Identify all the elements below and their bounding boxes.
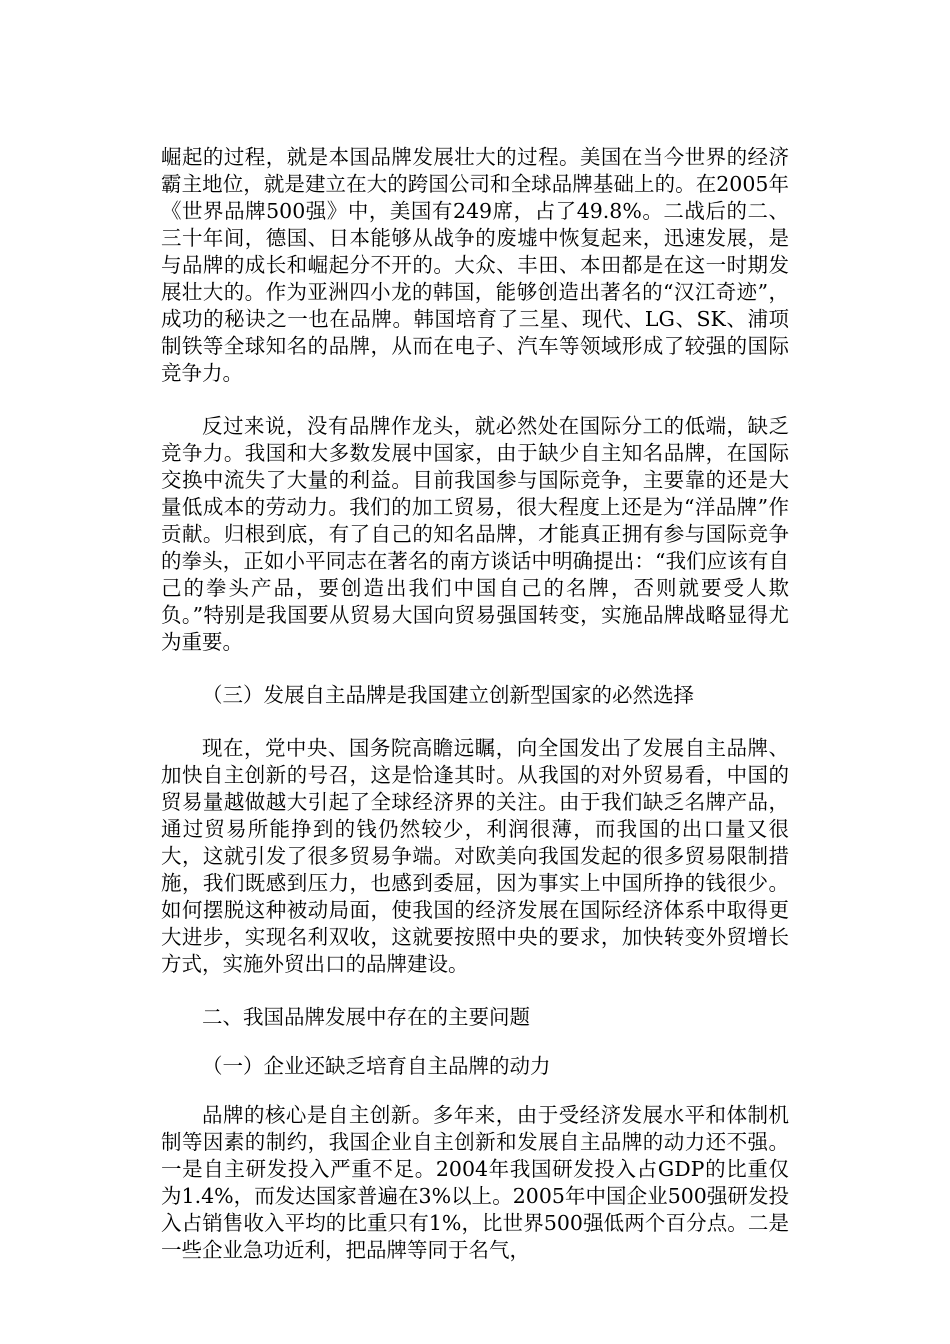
section-heading-1: （一）企业还缺乏培育自主品牌的动力 xyxy=(202,1054,551,1078)
paragraph-innovation-core: 品牌的核心是自主创新。多年来，由于受经济发展水平和体制机制等因素的制约，我国企业自主创新和发展自主品牌的动力还不强。一是自主研发投入严重不足。2004年我国研发投入占GDP的比重仅为1.4%，而发达国家普遍在3%以上。2005年中国企业500强研发投入占销售收入平均的比重只有1%，比世界500强低两个百分点。二是一些企业急功近利，把品牌等同于名气， xyxy=(161,1103,789,1262)
document-page xyxy=(161,144,789,1264)
paragraph-brand-rise: 崛起的过程，就是本国品牌发展壮大的过程。美国在当今世界的经济霸主地位，就是建立在大的跨国公司和全球品牌基础上的。在2005年《世界品牌500强》中，美国有249席，占了49.8%。二战后的二、三十年间，德国、日本能够从战争的废墟中恢复起来，迅速发展，是与品牌的成长和崛起分不开的。大众、丰田、本田都是在这一时期发展壮大的。作为亚洲四小龙的韩国，能够创造出著名的“汉江奇迹”，成功的秘诀之一也在品牌。韩国培育了三星、现代、LG、SK、浦项制铁等全球知名的品牌，从而在电子、汽车等领域形成了较强的国际竞争力。 xyxy=(161,145,789,385)
chapter-heading-2: 二、我国品牌发展中存在的主要问题 xyxy=(202,1005,530,1029)
paragraph-no-brand: 反过来说，没有品牌作龙头，就必然处在国际分工的低端，缺乏竞争力。我国和大多数发展中国家，由于缺少自主知名品牌，在国际交换中流失了大量的利益。目前我国参与国际竞争，主要靠的还是大量低成本的劳动力。我们的加工贸易，很大程度上还是为“洋品牌”作贡献。归根到底，有了自己的知名品牌，才能真正拥有参与国际竞争的拳头，正如小平同志在著名的南方谈话中明确提出：“我们应该有自己的拳头产品，要创造出我们中国自己的名牌，否则就要受人欺负。”特别是我国要从贸易大国向贸易强国转变，实施品牌战略显得尤为重要。 xyxy=(161,414,789,654)
section-heading-3: （三）发展自主品牌是我国建立创新型国家的必然选择 xyxy=(202,683,694,707)
paragraph-central-call: 现在，党中央、国务院高瞻远瞩，向全国发出了发展自主品牌、加快自主创新的号召，这是恰逢其时。从我国的对外贸易看，中国的贸易量越做越大引起了全球经济界的关注。由于我们缺乏名牌产品，通过贸易所能挣到的钱仍然较少，利润很薄，而我国的出口量又很大，这就引发了很多贸易争端。对欧美向我国发起的很多贸易限制措施，我们既感到压力，也感到委屈，因为事实上中国所挣的钱很少。如何摆脱这种被动局面，使我国的经济发展在国际经济体系中取得更大进步，实现名利双收，这就要按照中央的要求，加快转变外贸增长方式，实施外贸出口的品牌建设。 xyxy=(161,736,789,976)
